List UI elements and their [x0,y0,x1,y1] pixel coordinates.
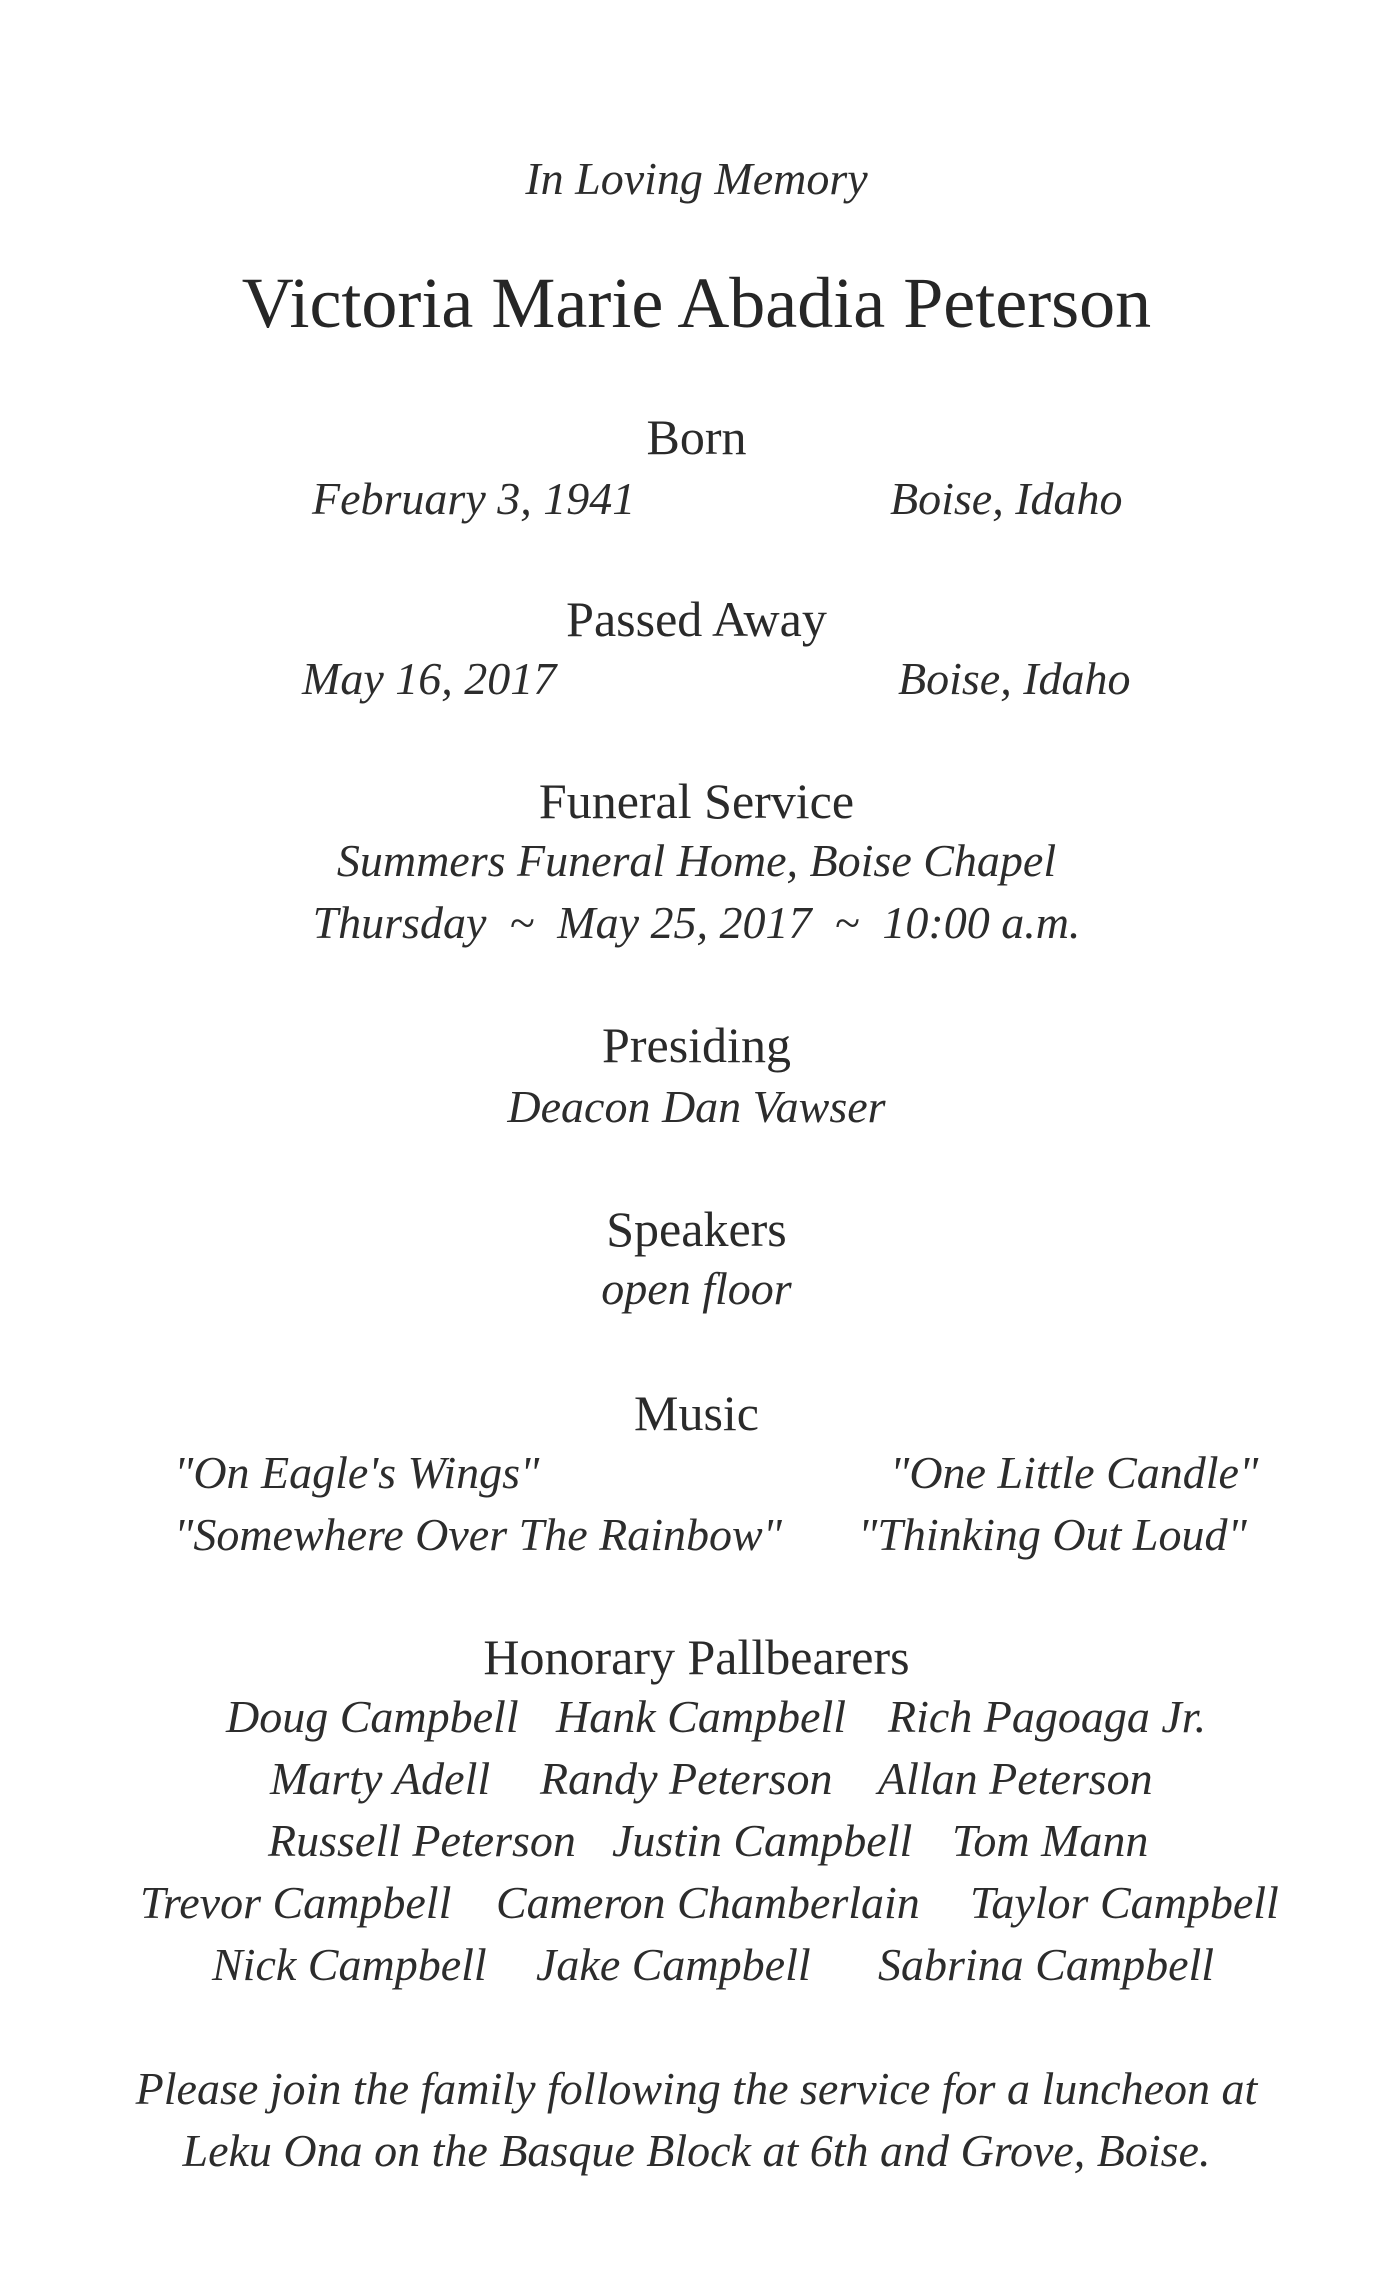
born-place: Boise, Idaho [890,473,1123,524]
born-heading: Born [646,409,747,465]
pallbearer-name: Rich Pagoaga Jr. [888,1691,1207,1742]
presiding-heading: Presiding [602,1017,791,1073]
funeral-location: Summers Funeral Home, Boise Chapel [336,835,1057,886]
pallbearer-name: Nick Campbell [212,1939,487,1990]
song-item: "On Eagle's Wings" [174,1447,540,1498]
deceased-name: Victoria Marie Abadia Peterson [241,263,1152,343]
pallbearer-name: Russell Peterson [268,1815,576,1866]
in-loving-memory-line: In Loving Memory [525,153,868,204]
pallbearer-name: Marty Adell [270,1753,491,1804]
pallbearer-name: Cameron Chamberlain [496,1877,920,1928]
passed-date: May 16, 2017 [302,653,557,704]
song-item: "One Little Candle" [890,1447,1259,1498]
pallbearer-name: Hank Campbell [556,1691,847,1742]
pallbearer-name: Taylor Campbell [970,1877,1279,1928]
song-item: "Thinking Out Loud" [858,1509,1247,1560]
pallbearer-name: Tom Mann [952,1815,1149,1866]
pallbearer-name: Jake Campbell [536,1939,811,1990]
speakers-heading: Speakers [606,1201,787,1257]
luncheon-line-1: Please join the family following the service for a luncheon at [135,2063,1258,2114]
passed-away-heading: Passed Away [566,591,827,647]
pallbearer-name: Randy Peterson [540,1753,833,1804]
pallbearer-name: Trevor Campbell [140,1877,452,1928]
speakers-text: open floor [601,1263,792,1314]
passed-place: Boise, Idaho [898,653,1131,704]
pallbearer-name: Allan Peterson [878,1753,1153,1804]
born-date: February 3, 1941 [312,473,636,524]
music-heading: Music [634,1385,759,1441]
funeral-service-heading: Funeral Service [538,773,855,829]
presiding-name: Deacon Dan Vawser [507,1081,886,1132]
funeral-datetime: Thursday ~ May 25, 2017 ~ 10:00 a.m. [312,897,1081,948]
pallbearer-name: Doug Campbell [226,1691,519,1742]
pallbearer-name: Justin Campbell [612,1815,913,1866]
song-item: "Somewhere Over The Rainbow" [174,1509,782,1560]
luncheon-line-2: Leku Ona on the Basque Block at 6th and Grove, Boise. [182,2125,1211,2176]
pallbearer-name: Sabrina Campbell [878,1939,1215,1990]
pallbearers-heading: Honorary Pallbearers [483,1629,910,1685]
